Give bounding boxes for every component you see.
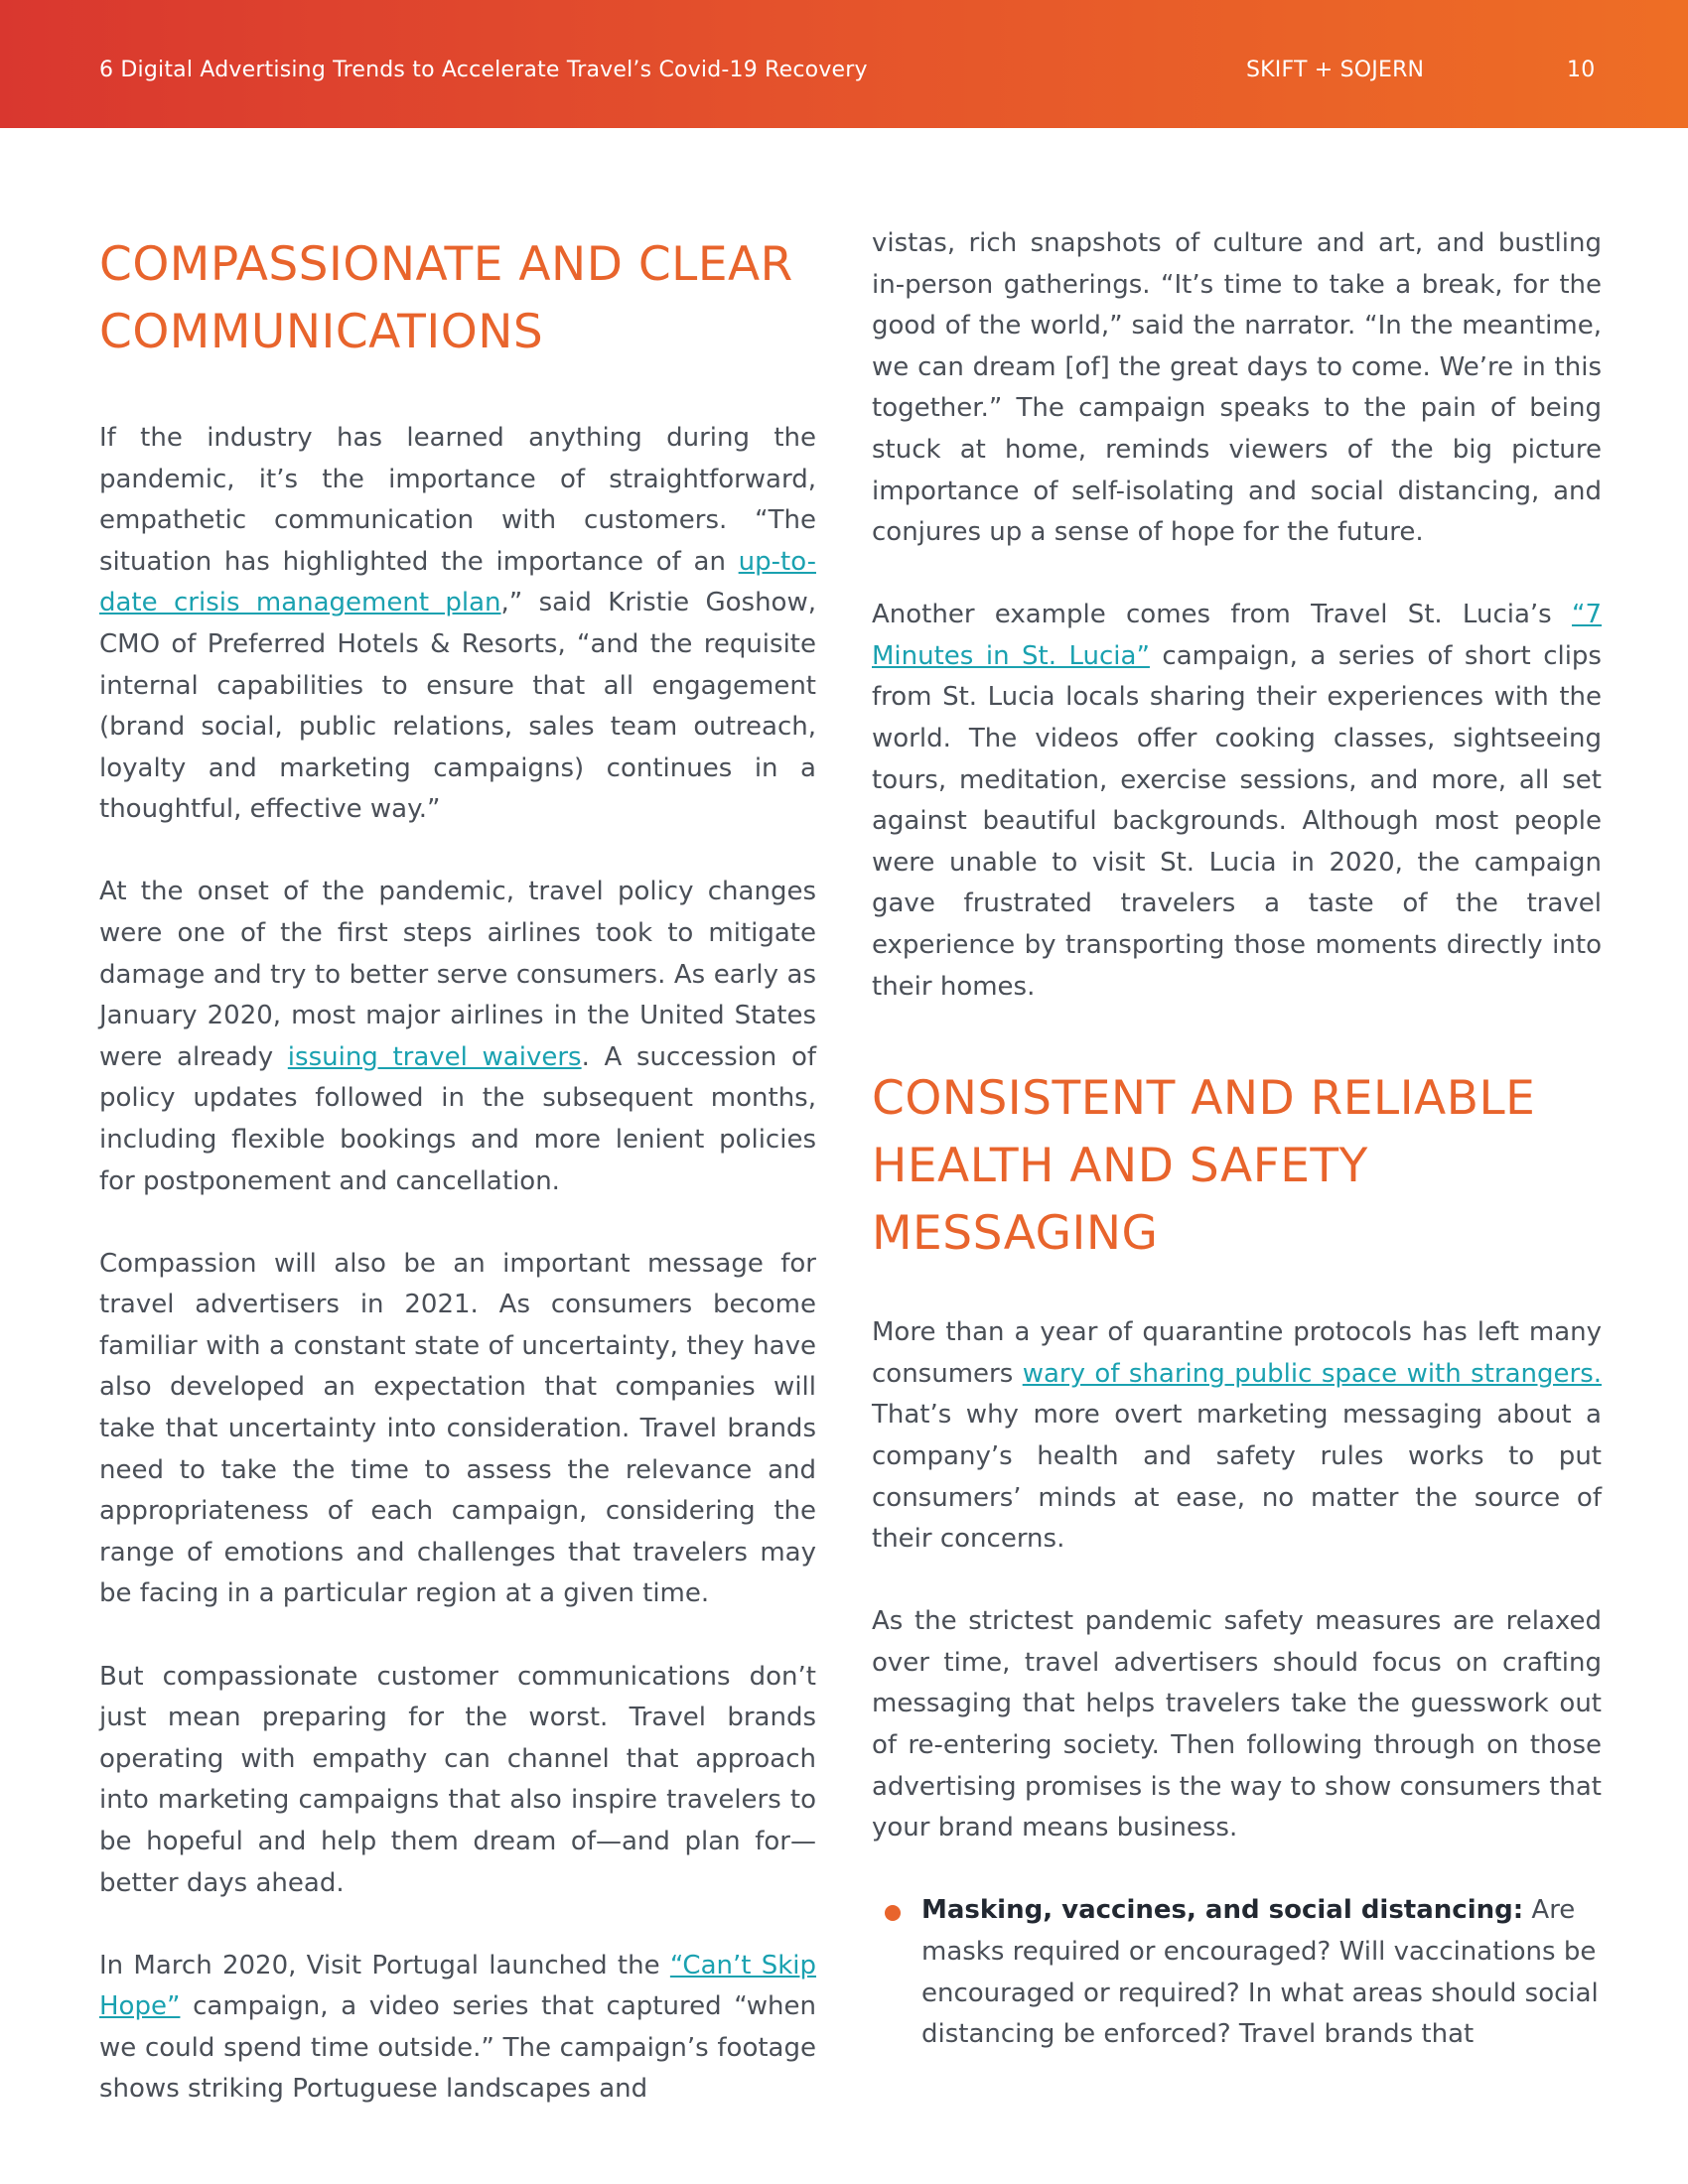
paragraph-safety-measures: As the strictest pandemic safety measures are relaxed over time, travel advertisers should focus on crafting messaging that helps travelers take the guesswork out of re-entering society. Then following through on those advertising promises is the way to show consumers that your brand means business. — [872, 1606, 1602, 1843]
paragraph-visit-portugal: In March 2020, Visit Portugal launched the “Can’t Skip Hope” campaign, a video series that captured “when we could spend time outside.” The campaign’s footage shows striking Portuguese landscapes and — [99, 1950, 817, 2105]
paragraph-empathy: But compassionate customer communications don’t just mean preparing for the worst. Travel brands operating with empathy can channel that approach into marketing campaigns that also inspire travelers to be hopeful and help them dream of—and plan for—better days ahead. — [99, 1661, 816, 1898]
link-7-minutes-st-lucia[interactable]: “7 Minutes in St. Lucia” — [872, 600, 1602, 671]
bullet-text: Masking, vaccines, and social distancing: Are masks required or encouraged? Will vaccinations be encouraged or required? In what areas should social distancing be enforced? Travel brands that — [921, 1895, 1599, 2050]
paragraph-portugal-continued: vistas, rich snapshots of culture and art, and bustling in-person gatherings. “It’s time to take a break, for the good of the world,” said the narrator. “In the meantime, we can dream [of] the great days to come. We’re in this together.” The campaign speaks to the pain of being stuck at home, reminds viewers of the big picture importance of self-isolating and social distancing, and conjures up a sense of hope for the future. — [872, 228, 1602, 548]
link-issuing-travel-waivers[interactable]: issuing travel waivers — [287, 1041, 582, 1072]
left-column — [99, 223, 816, 2151]
paragraph-compassion: Compassion will also be an important message for travel advertisers in 2021. As consumers become familiar with a constant state of uncertainty, they have also developed an expectation that companies will take that uncertainty into consideration. Travel brands need to take the time to assess the relevance and appropriateness of each campaign, considering the range of emotions and challenges that travelers may be facing in a particular region at a given time. — [99, 1248, 816, 1609]
bullet-label: Masking, vaccines, and social distancing: — [921, 1895, 1524, 1926]
link-wary-of-sharing[interactable]: wary of sharing public space with strangers. — [1022, 1358, 1602, 1389]
header-brand: SKIFT + SOJERN — [1246, 58, 1425, 82]
bullet-dot-icon — [885, 1905, 901, 1921]
link-crisis-management-plan[interactable]: up-to-date crisis management plan — [99, 546, 816, 618]
bullet-item-masking — [872, 1890, 1602, 2055]
right-column — [872, 223, 1602, 2056]
paragraph-st-lucia: Another example comes from Travel St. Lucia’s “7 Minutes in St. Lucia” campaign, a series of short clips from St. Lucia locals sharing their experiences with the world. The videos offer cooking classes, sightseeing tours, meditation, exercise sessions, and more, all set against beautiful backgrounds. Although most people were unable to visit St. Lucia in 2020, the campaign gave frustrated travelers a taste of the travel experience by transporting those moments directly into their homes. — [872, 600, 1602, 1002]
page-header — [0, 0, 1688, 128]
paragraph-quarantine: More than a year of quarantine protocols has left many consumers wary of sharing public space with strangers. That’s why more overt marketing messaging about a company’s health and safety rules works to put consumers’ minds at ease, no matter the source of their concerns. — [872, 1317, 1602, 1555]
section-heading-compassionate: COMPASSIONATE AND CLEAR COMMUNICATIONS — [99, 237, 793, 359]
section-heading-consistent: CONSISTENT AND RELIABLE HEALTH AND SAFETY MESSAGING — [872, 1071, 1536, 1262]
header-title: 6 Digital Advertising Trends to Accelerate Travel’s Covid-19 Recovery — [99, 58, 868, 82]
paragraph-crisis-plan: If the industry has learned anything during the pandemic, it’s the importance of straightforward, empathetic communication with customers. “The situation has highlighted the importance of an up-to-date crisis management plan,” said Kristie Goshow, CMO of Preferred Hotels & Resorts, “and the requisite internal capabilities to ensure that all engagement (brand social, public relations, sales team outreach, loyalty and marketing campaigns) continues in a thoughtful, effective way.” — [99, 423, 816, 825]
link-cant-skip-hope[interactable]: “Can’t Skip Hope” — [99, 1950, 817, 2022]
page-number: 10 — [1567, 58, 1596, 82]
paragraph-travel-waivers: At the onset of the pandemic, travel policy changes were one of the first steps airlines took to mitigate damage and try to better serve consumers. As early as January 2020, most major airlines in the United States were already issuing travel waivers. A succession of policy updates followed in the subsequent months, including flexible bookings and more lenient policies for postponement and cancellation. — [99, 877, 817, 1196]
